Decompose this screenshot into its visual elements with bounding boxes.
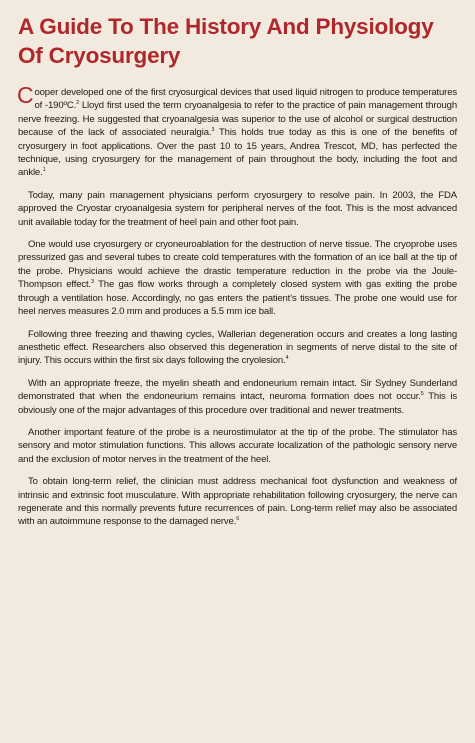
article-paragraph-7 bbox=[18, 475, 457, 529]
paragraph-text: Today, many pain management physicians perform cryosurgery to resolve pain. In 2003, the FDA approved the Cryostar cryoanalgesia system for peripheral nerves of the foot. This is the most advanced unit available today for the treatment of heel pain and other foot pain. bbox=[18, 189, 457, 228]
article-paragraph-3 bbox=[18, 238, 457, 318]
article-title: A Guide To The History And Physiology Of Cryosurgery bbox=[18, 14, 434, 68]
citation-ref: 3 bbox=[91, 279, 94, 286]
article-paragraph-4 bbox=[18, 328, 457, 368]
article-paragraph-6 bbox=[18, 426, 457, 466]
paragraph-text: Lloyd first used the term cryoanalgesia to refer to the practice of pain management through nerve freezing. He suggested that cryoanalgesia was superior to the use of alcohol or surgical destruction because of the lack of associated neuralgia. bbox=[18, 100, 457, 139]
citation-ref: 6 bbox=[236, 516, 240, 523]
drop-cap: C bbox=[17, 82, 34, 108]
citation-ref: 4 bbox=[285, 355, 289, 362]
paragraph-text: The gas flow works through a completely closed system with gas exiting the probe through a ventilation hose. Accordingly, no gas enters the patient’s tissues. The probe one would use for heel nerves measures 2.0 mm and produces a 5.5 mm ice ball. bbox=[18, 279, 457, 318]
citation-ref: 5 bbox=[420, 391, 424, 398]
citation-ref: 2 bbox=[76, 100, 80, 107]
paragraph-text: One would use cryosurgery or cryoneuroablation for the destruction of nerve tissue. The cryoprobe uses pressurized gas and several tubes to create cold temperatures with the formation of an ice ball at the tip of the probe. Physicians would achieve the drastic temperature reduction in the probe via the Joule-Thompson effect. bbox=[18, 239, 457, 291]
paragraph-text: This holds true today as this is one of the benefits of cryosurgery in foot applications. Over the past 10 to 15 years, Andrea Trescot, MD, has perfected the technique, using cryosurgery for the management of pain throughout the body, including the foot and ankle. bbox=[18, 127, 457, 179]
paragraph-text: With an appropriate freeze, the myelin sheath and endoneurium remain intact. Sir Sydney Sunderland demonstrated that when the endoneurium remains intact, neuroma formation does not occur. bbox=[18, 377, 457, 403]
paragraph-text: Another important feature of the probe is a neurostimulator at the tip of the probe. The stimulator has sensory and motor stimulation functions. This allows accurate localization of the pathologic sensory nerve and the exclusion of motor nerves in the treatment of the heel. bbox=[18, 426, 457, 465]
paragraph-text: ooper developed one of the first cryosurgical devices that used liquid nitrogen to produce temperatures of -190ºC. bbox=[34, 87, 457, 112]
paragraph-text: This is obviously one of the major advantages of this procedure over traditional and newer treatments. bbox=[18, 391, 457, 416]
citation-ref: 1 bbox=[42, 167, 46, 174]
article-body bbox=[17, 82, 457, 529]
article-paragraph-1 bbox=[17, 82, 457, 180]
citation-ref: 3 bbox=[211, 127, 215, 134]
article-paragraph-2 bbox=[18, 189, 457, 229]
paragraph-text: Following three freezing and thawing cycles, Wallerian degeneration occurs and creates a long lasting anesthetic effect. Researchers also observed this degeneration in segments of nerve distal to the site of injury. This occurs within the first six days following the cryolesion. bbox=[18, 328, 457, 367]
paragraph-text: To obtain long-term relief, the clinician must address mechanical foot dysfunction and weakness of intrinsic and extrinsic foot musculature. With appropriate rehabilitation following cryosurgery, the nerve can regenerate and this normally prevents future recurrences of pain. Long-term relief may also be associated with an autoimmune response to the damaged nerve. bbox=[18, 476, 457, 528]
article-paragraph-5 bbox=[18, 377, 457, 417]
